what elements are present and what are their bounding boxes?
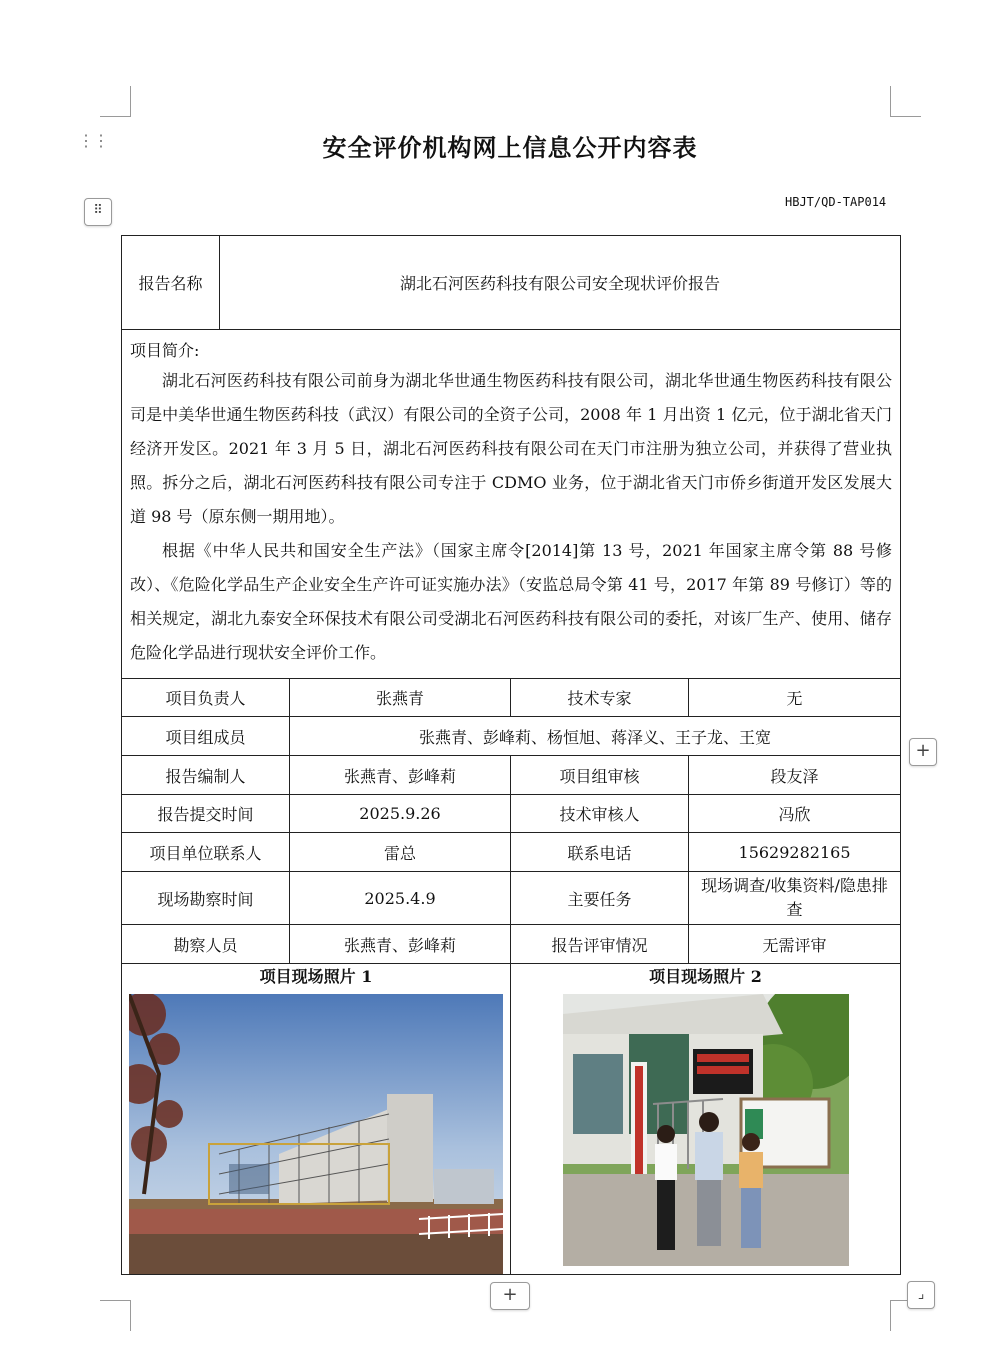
intro-label: 项目简介: [130, 341, 200, 360]
page-corner-mark-top-left [100, 86, 131, 117]
expert-value: 无 [689, 679, 901, 717]
author-label: 报告编制人 [122, 756, 290, 795]
contact-label: 项目单位联系人 [122, 833, 290, 872]
table-resize-icon[interactable]: ⌟ [907, 1281, 935, 1309]
report-name-label: 报告名称 [122, 236, 220, 330]
author-value: 张燕青、彭峰莉 [290, 756, 511, 795]
page-corner-mark-top-right [890, 86, 921, 117]
document-title: 安全评价机构网上信息公开内容表 [322, 133, 698, 162]
table-row [122, 236, 901, 330]
intro-cell [122, 330, 901, 679]
phone-value: 15629282165 [689, 833, 901, 872]
table-row [122, 872, 901, 925]
table-row [122, 964, 901, 1275]
report-name-value: 湖北石河医药科技有限公司安全现状评价报告 [220, 236, 901, 330]
table-row [122, 833, 901, 872]
leader-label: 项目负责人 [122, 679, 290, 717]
photo2-title: 项目现场照片 2 [649, 967, 762, 986]
tech-review-value: 冯欣 [689, 795, 901, 833]
photo-cell-2 [511, 964, 901, 1275]
drag-handle-icon[interactable]: ⋮⋮ [78, 131, 108, 150]
table-row [122, 925, 901, 964]
photo1-title: 项目现场照片 1 [259, 967, 373, 986]
task-label: 主要任务 [511, 872, 689, 925]
table-row [122, 330, 901, 679]
document-code: HBJT/QD-TAP014 [785, 195, 887, 209]
info-table [121, 235, 901, 1275]
survey-time-value: 2025.4.9 [290, 872, 511, 925]
table-row [122, 679, 901, 717]
site-photo-2 [563, 994, 849, 1266]
page-corner-mark-bottom-left [100, 1300, 131, 1331]
members-label: 项目组成员 [122, 717, 290, 756]
table-row [122, 756, 901, 795]
submit-label: 报告提交时间 [122, 795, 290, 833]
contact-value: 雷总 [290, 833, 511, 872]
intro-paragraph-1: 湖北石河医药科技有限公司前身为湖北华世通生物医药科技有限公司，湖北华世通生物医药科技有限公司是中美华世通生物医药科技（武汉）有限公司的全资子公司，2008 年 1 月出资 1 亿元，位于湖北省天门经济开发区。2021 年 3 月 5 日，湖北石河医药科技有限公司在天门市注册为独立公司，并获得了营业执照。拆分之后，湖北石河医药科技有限公司专注于 CDMO 业务，位于湖北省天门市侨乡街道开发区发展大道 98 号（原东侧一期用地）。 [130, 371, 893, 526]
table-move-handle-icon[interactable]: ⠿ [84, 198, 112, 226]
table-row [122, 717, 901, 756]
site-photo-1 [129, 994, 503, 1274]
task-value: 现场调查/收集资料/隐患排查 [689, 872, 901, 925]
intro-paragraph-2: 根据《中华人民共和国安全生产法》（国家主席令[2014]第 13 号，2021 年国家主席令第 88 号修改）、《危险化学品生产企业安全生产许可证实施办法》（安监总局令第 41 号，2017 年第 89 号修订）等的相关规定，湖北九泰安全环保技术有限公司受湖北石河医药科技有限公司的委托，对该厂生产、使用、储存危险化学品进行现状安全评价工作。 [130, 541, 893, 662]
tech-review-label: 技术审核人 [511, 795, 689, 833]
surveyors-value: 张燕青、彭峰莉 [290, 925, 511, 964]
leader-value: 张燕青 [290, 679, 511, 717]
photo-cell-1 [122, 964, 511, 1275]
table-row [122, 795, 901, 833]
review-value: 无需评审 [689, 925, 901, 964]
group-review-value: 段友泽 [689, 756, 901, 795]
submit-value: 2025.9.26 [290, 795, 511, 833]
members-value: 张燕青、彭峰莉、杨恒旭、蒋泽义、王子龙、王宽 [290, 717, 901, 756]
expert-label: 技术专家 [511, 679, 689, 717]
review-label: 报告评审情况 [511, 925, 689, 964]
surveyors-label: 勘察人员 [122, 925, 290, 964]
group-review-label: 项目组审核 [511, 756, 689, 795]
add-row-button[interactable]: + [490, 1282, 530, 1310]
add-column-button[interactable]: + [909, 738, 937, 766]
phone-label: 联系电话 [511, 833, 689, 872]
survey-time-label: 现场勘察时间 [122, 872, 290, 925]
